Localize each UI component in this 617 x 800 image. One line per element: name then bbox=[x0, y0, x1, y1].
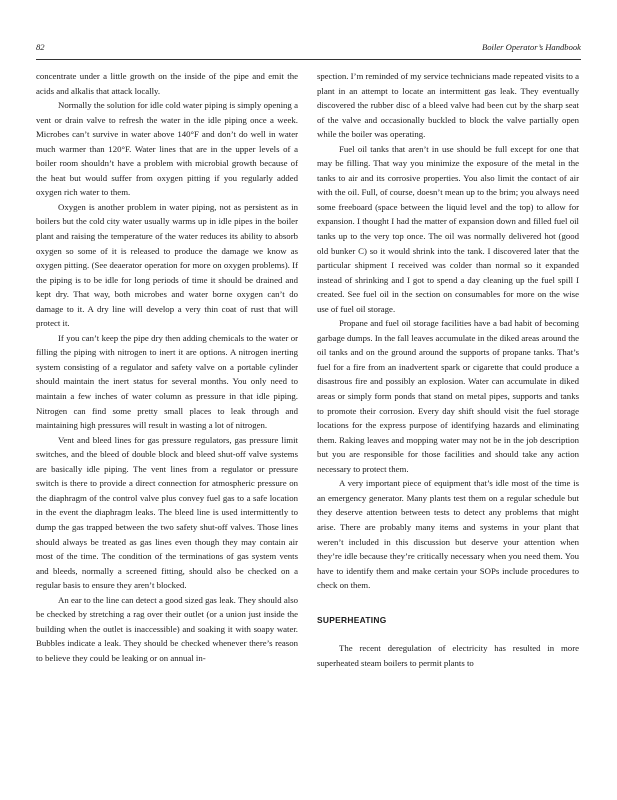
paragraph: Vent and bleed lines for gas pressure regulators, gas pressure limit switches, and the bleed of double block and bleed shut-off valve systems are basically idle piping. The vent lines from a regulator or pressure switch is there to provide a direct connection for atmospheric pressure on the diaphragm of the control valve plus convey fuel gas to a safe location in the event the diaphragm leaks. The bleed line is used intermittently to dump the gas trapped between the two safety shut-off valves. Those lines should always be treated as gas lines even though they may contain air most of the time. The condition of the terminations of gas system vents and bleeds, normally a screened fitting, should also be checked on a regular basis to ensure they aren’t blocked. bbox=[36, 434, 298, 591]
running-header bbox=[36, 42, 581, 56]
header-rule bbox=[36, 59, 581, 60]
paragraph: If you can’t keep the pipe dry then adding chemicals to the water or filling the piping with nitrogen to inert it are options. A nitrogen inerting system consisting of a regulator and safety valve on a portable cylinder should maintain the inert status for several months. You only need to maintain a few inches of water column as pressure in that idle piping. Nitrogen can find some pretty small places to leak through and maintaining high pressures will result in wasting a lot of nitrogen. bbox=[36, 332, 298, 431]
paragraph: Normally the solution for idle cold water piping is simply opening a vent or drain valve to refresh the water in the idle piping once a week. Microbes can’t survive in water above 140°F and don’t do well in water much warmer than 120°F. Water lines that are in the upper levels of a boiler room shouldn’t have a problem with microbial growth because of the heat but would suffer from oxygen pitting if you regularly added oxygen rich water to them. bbox=[36, 100, 298, 198]
paragraph: Propane and fuel oil storage facilities have a bad habit of becoming garbage dumps. In the fall leaves accumulate in the diked areas around the oil tanks and on the ground around the supports of propane tanks. That’s fuel for a fire from an inadvertent spark or cigarette that could produce a disastrous fire and possibly an explosion. Water can accumulate in diked areas or simply form ponds that stand on metal pipes, supports and tanks to promote their corrosion. Every day shift should visit the fuel storage locations for the express purpose of identifying hazards and eliminating them. Raking leaves and mopping water may not be in the job description but you are responsible for those facilities and should take any action necessary to protect them. bbox=[317, 318, 579, 474]
paragraph: The recent deregulation of electricity has resulted in more superheated steam boilers to permit plants to bbox=[317, 643, 579, 668]
page-number: 82 bbox=[36, 42, 45, 52]
paragraph: A very important piece of equipment that’s idle most of the time is an emergency generator. Many plants test them on a regular schedule but they deserve attention between tests to detect any problems that might arise. There are probably many items and systems in your plant that weren’t included in this discussion but deserve your attention when they’re idle because they’re critically necessary when you need them. You have to identify them and make certain your SOPs include procedures to check on them. bbox=[317, 478, 579, 591]
book-title: Boiler Operator’s Handbook bbox=[482, 42, 581, 52]
paragraph: An ear to the line can detect a good sized gas leak. They should also be checked by stretching a rag over their outlet (or a union just inside the building when the outlet is inaccessible) and soaking it with soapy water. Bubbles indicate a leak. They should be checked whenever there’s reason to believe they could be leaking or on annual in- bbox=[36, 594, 298, 663]
paragraph: concentrate under a little growth on the inside of the pipe and emit the acids and alkalis that attack locally. bbox=[36, 71, 298, 96]
paragraph: spection. I’m reminded of my service technicians made repeated visits to a plant in an attempt to locate an intermittent gas leak. They eventually discovered the rubber disc of a bleed valve had been cut by the sharp seat of the valve and occasionally buckled to block the valve partially open while the boiler was operating. bbox=[317, 71, 579, 140]
right-column bbox=[317, 69, 579, 670]
paragraph: Fuel oil tanks that aren’t in use should be full except for one that may be filling. That way you minimize the exposure of the metal in the tanks to air and its corrosive properties. You also limit the contact of air with the oil. Full, of course, doesn’t mean up to the brim; you always need some freeboard (space between the liquid level and the top) to allow for expansion. I thought I had the matter of expansion down and filled fuel oil tanks up to the very top once. The oil was normally delivered hot (good old bunker C) so it would shrink into the tank. I discovered later that the particular shipment I received was colder than normal so it expanded instead of shrinking and I got to spend a day cleaning up the fuel spill I created. See fuel oil in the section on consumables for more on the wise use of fuel oil storage. bbox=[317, 143, 579, 314]
left-column bbox=[36, 69, 298, 665]
paragraph: Oxygen is another problem in water piping, not as persistent as in boilers but the cold city water usually warms up in idle pipes in the boiler plant and raising the temperature of the water reduces its ability to absorb oxygen so some of it is released to produce the damage we know as oxygen pitting. (See deaerator operation for more on oxygen problems). If the piping is to be idle for long periods of time it should be drained and kept dry. That way, both microbes and water borne oxygen can’t do damage to it. A dry line will develop a very thin coat of rust that will protect it. bbox=[36, 201, 298, 329]
section-heading: SUPERHEATING bbox=[317, 614, 387, 625]
